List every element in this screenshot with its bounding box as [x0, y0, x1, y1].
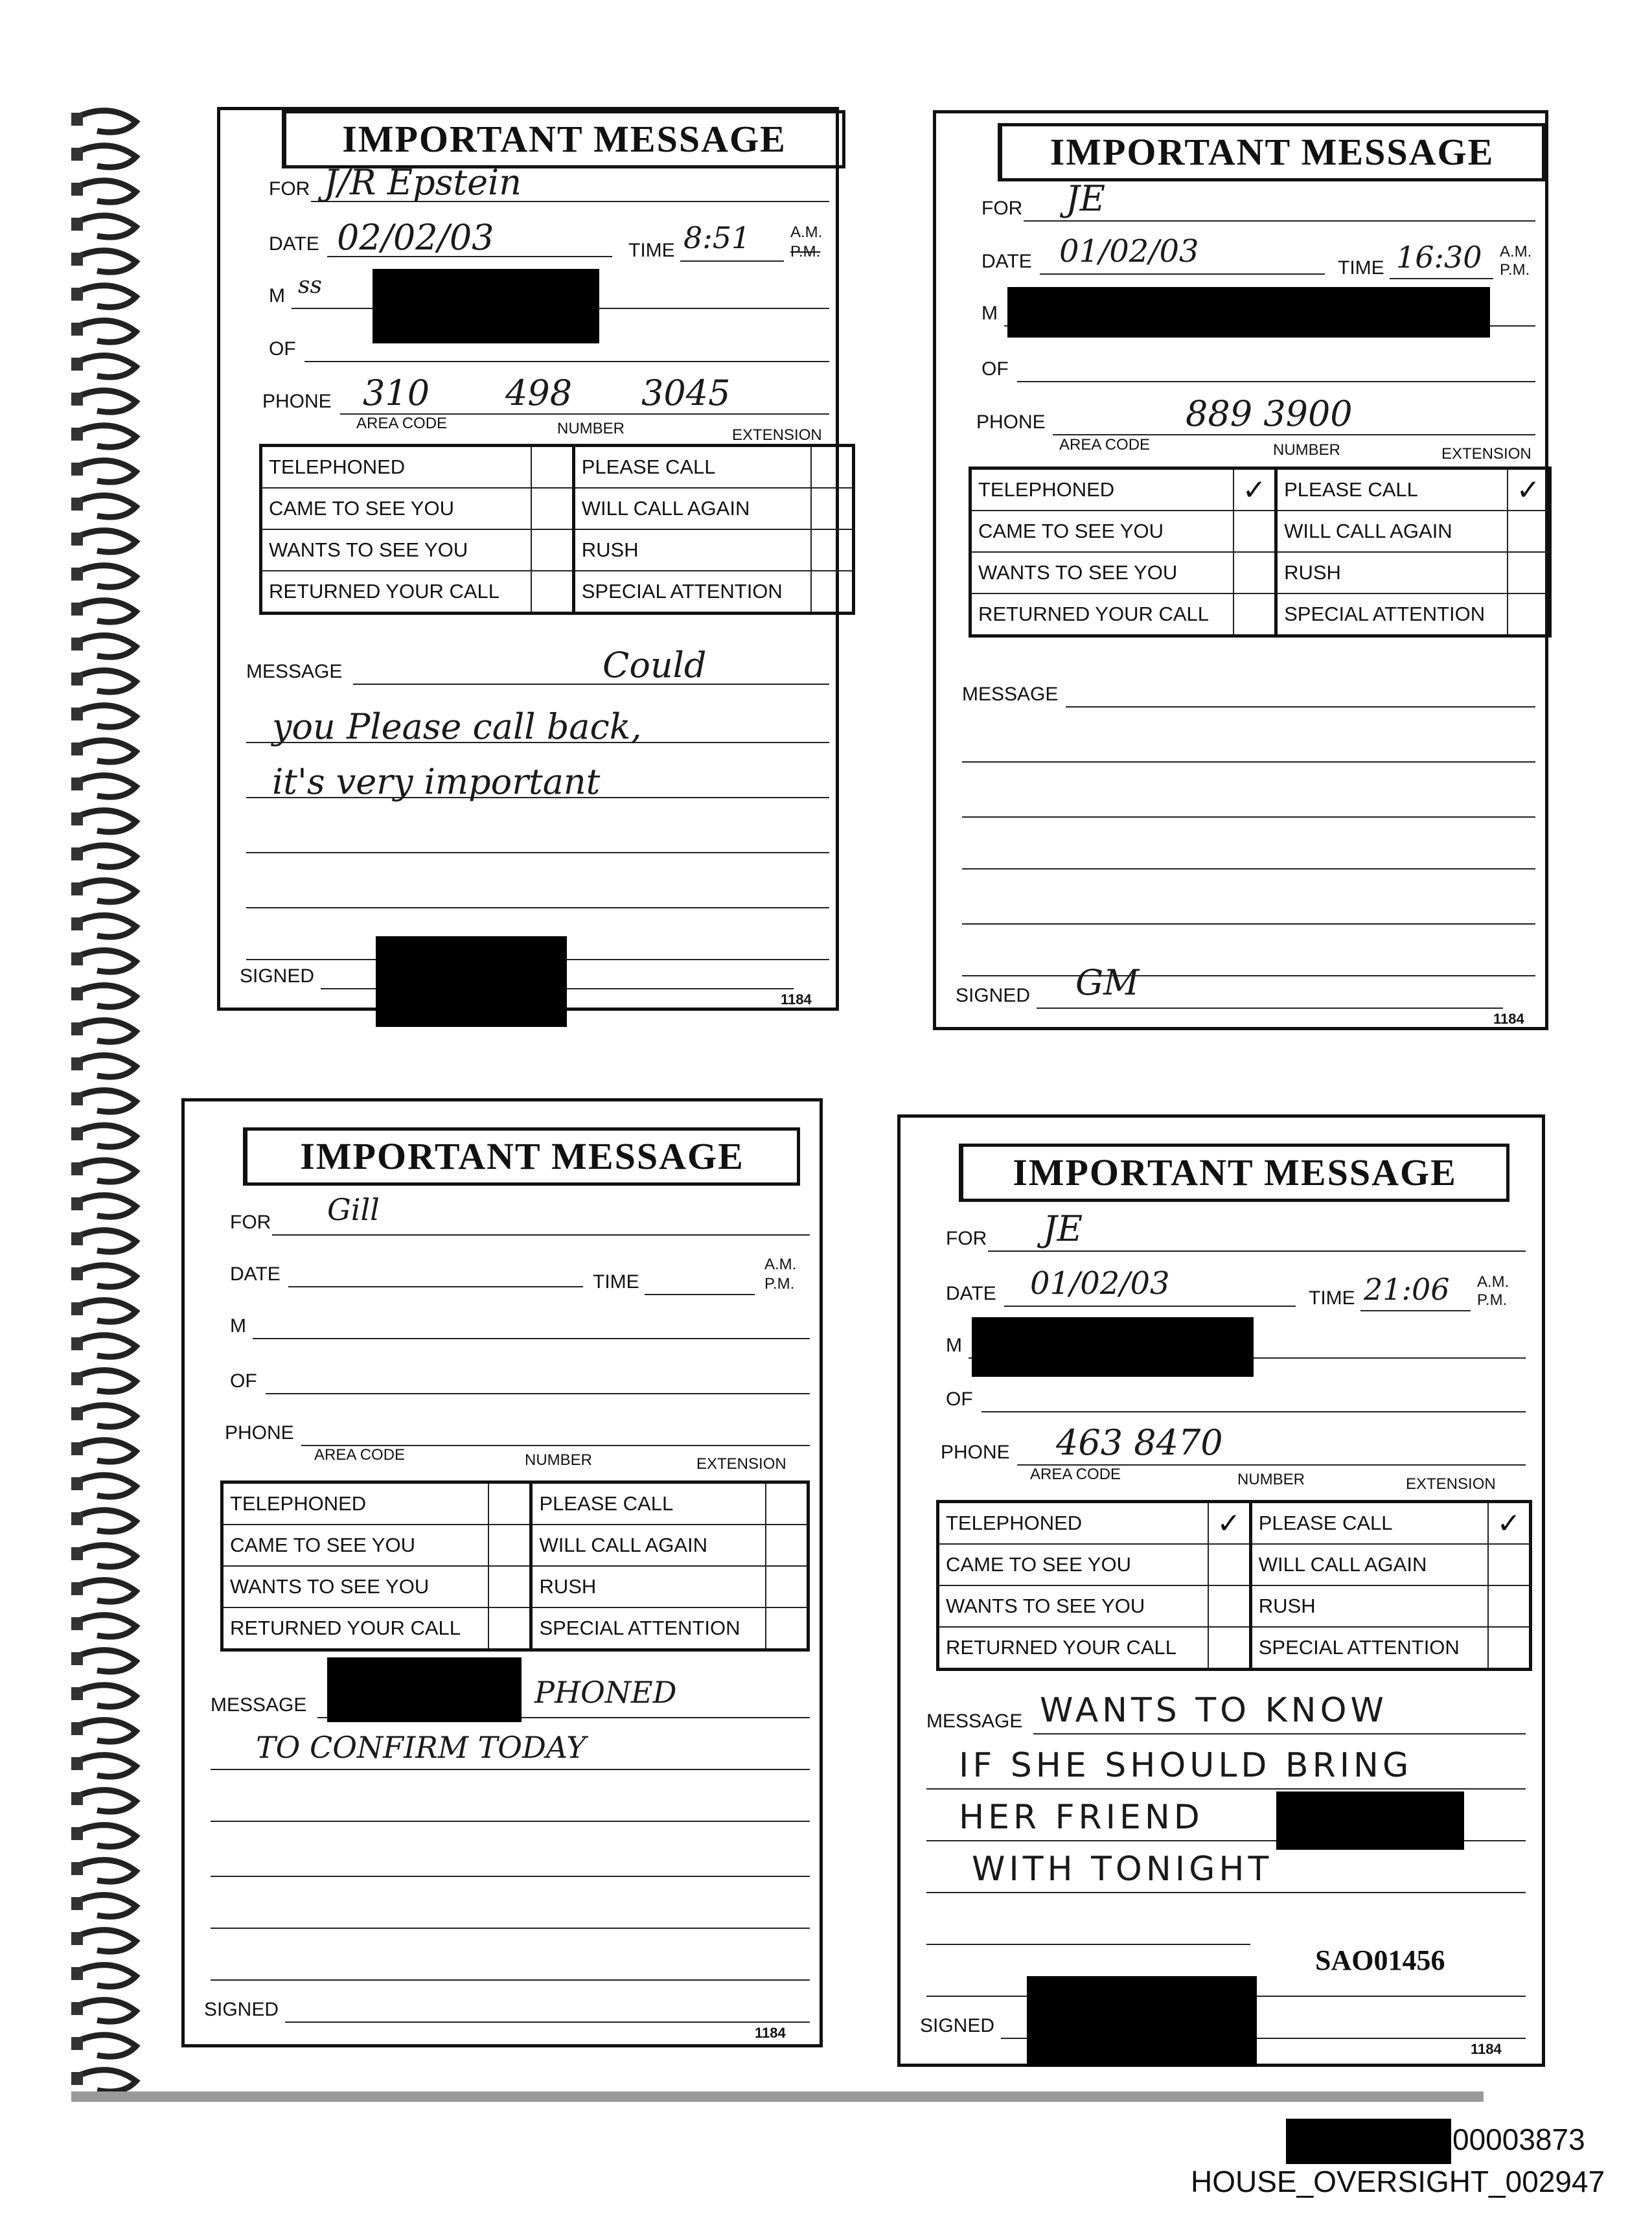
spiral-coil: [78, 2000, 136, 2021]
number-label: NUMBER: [525, 1451, 593, 1469]
spiral-hole: [71, 1197, 83, 1210]
please-call-label: PLEASE CALL: [1250, 1502, 1488, 1545]
redaction: [1007, 287, 1490, 338]
spiral-hole: [71, 1582, 83, 1595]
bates-number: 00003873: [1452, 2123, 1585, 2156]
rush-label: RUSH: [531, 1566, 766, 1607]
spiral-hole: [71, 1827, 83, 1840]
spiral-hole: [71, 638, 83, 651]
am-label: A.M.: [764, 1256, 797, 1273]
extension-label: EXTENSION: [1441, 445, 1532, 463]
phone-label: PHONE: [976, 411, 1046, 433]
time-label: TIME: [1309, 1287, 1355, 1309]
spiral-hole: [71, 218, 83, 231]
spiral-coil: [78, 1860, 136, 1882]
spiral-coil: [78, 985, 136, 1007]
message-label: MESSAGE: [211, 1694, 307, 1716]
spiral-hole: [71, 2072, 83, 2085]
area-code-label: AREA CODE: [314, 1446, 406, 1464]
spiral-coil: [78, 846, 136, 867]
message-slip-2: [933, 110, 1548, 1030]
spiral-coil: [78, 496, 136, 517]
spiral-coil: [78, 1335, 136, 1357]
will-call-again-label: WILL CALL AGAIN: [1276, 511, 1508, 552]
phone-number: 889 3900: [1186, 393, 1353, 434]
spiral-coil: [78, 950, 136, 972]
spiral-coil: [78, 811, 136, 832]
spiral-hole: [71, 1057, 83, 1070]
slip-title: IMPORTANT MESSAGE: [959, 1144, 1509, 1202]
spiral-coil: [78, 671, 136, 692]
spiral-coil: [78, 1090, 136, 1112]
rush-checkbox[interactable]: [1508, 552, 1550, 593]
house-oversight-id: HOUSE_OVERSIGHT_002947: [1191, 2165, 1605, 2198]
spiral-coil: [78, 1510, 136, 1532]
rush-checkbox[interactable]: [1488, 1585, 1531, 1627]
of-label: OF: [981, 358, 1009, 380]
please-call-label: PLEASE CALL: [573, 446, 811, 489]
came-to-see-checkbox[interactable]: [1208, 1544, 1251, 1585]
area-code-label: AREA CODE: [1030, 1466, 1121, 1483]
spiral-coil: [78, 566, 136, 587]
spiral-coil: [78, 321, 136, 342]
phone-ext: 3045: [641, 373, 731, 413]
will-call-again-checkbox[interactable]: [811, 488, 854, 529]
area-code-label: AREA CODE: [1059, 436, 1151, 454]
date-label: DATE: [981, 251, 1032, 272]
spiral-coil: [78, 1160, 136, 1182]
spiral-hole: [71, 1477, 83, 1490]
spiral-hole: [71, 882, 83, 895]
rush-checkbox[interactable]: [766, 1566, 809, 1607]
telephoned-checkbox[interactable]: ✓: [1233, 468, 1276, 511]
spiral-coil: [78, 1580, 136, 1602]
am-label: A.M.: [790, 224, 823, 241]
message-line-3: it's very important: [272, 761, 601, 802]
phone-label: PHONE: [941, 1442, 1010, 1463]
special-attention-label: SPECIAL ATTENTION: [573, 571, 811, 614]
came-to-see-label: CAME TO SEE YOU: [261, 488, 531, 529]
redaction: [327, 1657, 522, 1722]
message-label: MESSAGE: [246, 661, 343, 682]
spiral-hole: [71, 1162, 83, 1175]
spiral-hole: [71, 987, 83, 1000]
spiral-hole: [71, 1862, 83, 1875]
spiral-hole: [71, 1512, 83, 1525]
spiral-coil: [78, 1545, 136, 1567]
spiral-coil: [78, 1370, 136, 1392]
spiral-coil: [78, 1755, 136, 1777]
for-label: FOR: [230, 1212, 271, 1233]
checkbox-grid: [220, 1480, 810, 1652]
spiral-hole: [71, 1722, 83, 1735]
spiral-hole: [71, 1302, 83, 1315]
redaction: [1027, 1976, 1257, 2067]
time-label: TIME: [1338, 257, 1384, 279]
spiral-hole: [71, 777, 83, 790]
please-call-checkbox[interactable]: ✓: [1488, 1502, 1531, 1545]
wants-to-see-checkbox[interactable]: [488, 1566, 531, 1607]
special-attention-checkbox[interactable]: [1508, 593, 1550, 636]
will-call-again-checkbox[interactable]: [1488, 1544, 1531, 1585]
message-label: MESSAGE: [926, 1710, 1023, 1732]
please-call-checkbox[interactable]: [811, 446, 854, 489]
spiral-coil: [78, 426, 136, 447]
wants-to-see-checkbox[interactable]: [1233, 552, 1276, 593]
redaction: [972, 1317, 1254, 1377]
spiral-hole: [71, 1687, 83, 1700]
phone-number: 498: [505, 373, 573, 413]
signed-value: GM: [1075, 962, 1140, 1003]
please-call-checkbox[interactable]: ✓: [1508, 468, 1550, 511]
extension-label: EXTENSION: [1406, 1475, 1496, 1493]
spiral-coil: [78, 1895, 136, 1917]
m-label: M: [230, 1315, 246, 1337]
spiral-hole: [71, 533, 83, 546]
binder-edge: [71, 2091, 1484, 2102]
for-label: FOR: [269, 178, 310, 200]
spiral-hole: [71, 673, 83, 685]
spiral-coil: [78, 111, 136, 132]
slip-title: IMPORTANT MESSAGE: [243, 1127, 800, 1186]
spiral-hole: [71, 1757, 83, 1770]
rush-label: RUSH: [573, 529, 811, 571]
spiral-hole: [71, 148, 83, 161]
telephoned-label: TELEPHONED: [938, 1502, 1208, 1545]
time-label: TIME: [593, 1271, 639, 1293]
redaction: [376, 936, 567, 1027]
came-to-see-checkbox[interactable]: [1233, 511, 1276, 552]
special-attention-label: SPECIAL ATTENTION: [531, 1607, 766, 1650]
date-value: 02/02/03: [337, 217, 494, 258]
slip-title: IMPORTANT MESSAGE: [998, 123, 1545, 181]
spiral-coil: [78, 286, 136, 307]
date-label: DATE: [946, 1283, 996, 1304]
spiral-coil: [78, 2035, 136, 2056]
spiral-hole: [71, 463, 83, 476]
will-call-again-label: WILL CALL AGAIN: [1250, 1544, 1488, 1585]
spiral-hole: [71, 1652, 83, 1665]
spiral-coil: [78, 1020, 136, 1042]
spiral-coil: [78, 461, 136, 482]
spiral-coil: [78, 1720, 136, 1742]
spiral-coil: [78, 741, 136, 762]
spiral-coil: [78, 216, 136, 237]
message-line-1: WANTS TO KNOW: [1040, 1691, 1388, 1730]
of-label: OF: [269, 338, 296, 360]
message-line-1: PHONED: [534, 1675, 677, 1710]
returned-call-checkbox[interactable]: [531, 571, 574, 614]
message-line-1: Could: [602, 645, 707, 685]
time-value: 16:30: [1396, 240, 1482, 275]
form-number: 1184: [1493, 1011, 1524, 1027]
returned-call-label: RETURNED YOUR CALL: [970, 593, 1234, 636]
spiral-hole: [71, 1232, 83, 1245]
spiral-hole: [71, 323, 83, 336]
please-call-checkbox[interactable]: [766, 1482, 809, 1525]
telephoned-checkbox[interactable]: [531, 446, 574, 489]
m-label: M: [269, 285, 285, 306]
spiral-coil: [78, 776, 136, 797]
message-line-4: WITH TONIGHT: [972, 1850, 1273, 1889]
m-label: M: [981, 303, 998, 324]
spiral-coil: [78, 1265, 136, 1287]
spiral-hole: [71, 812, 83, 825]
returned-call-checkbox[interactable]: [1233, 593, 1276, 636]
spiral-hole: [71, 1337, 83, 1350]
spiral-hole: [71, 1022, 83, 1035]
message-line-2: you Please call back,: [272, 706, 642, 747]
redaction: [1276, 1791, 1464, 1850]
phone-label: PHONE: [225, 1422, 294, 1444]
telephoned-label: TELEPHONED: [222, 1482, 489, 1525]
time-value: 8:51: [683, 220, 751, 255]
m-label: M: [946, 1335, 962, 1356]
spiral-coil: [78, 1965, 136, 1987]
number-label: NUMBER: [557, 420, 625, 437]
spiral-coil: [78, 1650, 136, 1672]
spiral-coil: [78, 1615, 136, 1637]
returned-call-checkbox[interactable]: [488, 1607, 531, 1650]
spiral-hole: [71, 1407, 83, 1420]
wants-to-see-checkbox[interactable]: [1208, 1585, 1251, 1627]
for-label: FOR: [981, 198, 1023, 219]
pm-label: P.M.: [764, 1275, 795, 1293]
returned-call-checkbox[interactable]: [1208, 1627, 1251, 1670]
spiral-hole: [71, 1792, 83, 1805]
spiral-hole: [71, 1372, 83, 1385]
phone-area: 310: [363, 373, 430, 413]
spiral-coil: [78, 531, 136, 552]
spiral-hole: [71, 1092, 83, 1105]
please-call-label: PLEASE CALL: [1276, 468, 1508, 511]
spiral-coil: [78, 1440, 136, 1462]
spiral-hole: [71, 428, 83, 441]
spiral-hole: [71, 393, 83, 406]
pm-label: P.M.: [790, 243, 821, 260]
spiral-hole: [71, 952, 83, 965]
special-attention-checkbox[interactable]: [811, 571, 854, 614]
spiral-coil: [78, 1790, 136, 1812]
pm-label: P.M.: [1477, 1291, 1508, 1309]
phone-number: 463 8470: [1056, 1422, 1223, 1463]
wants-to-see-label: WANTS TO SEE YOU: [938, 1585, 1208, 1627]
special-attention-label: SPECIAL ATTENTION: [1250, 1627, 1488, 1670]
spiral-coil: [78, 181, 136, 202]
spiral-coil: [78, 1195, 136, 1217]
wants-to-see-label: WANTS TO SEE YOU: [970, 552, 1234, 593]
message-line-2: IF SHE SHOULD BRING: [959, 1746, 1413, 1785]
will-call-again-checkbox[interactable]: [1508, 511, 1550, 552]
time-label: TIME: [628, 240, 675, 261]
spiral-hole: [71, 708, 83, 720]
message-label: MESSAGE: [962, 684, 1059, 705]
returned-call-label: RETURNED YOUR CALL: [261, 571, 531, 614]
for-label: FOR: [946, 1228, 987, 1249]
for-value: Gill: [327, 1192, 380, 1227]
will-call-again-label: WILL CALL AGAIN: [573, 488, 811, 529]
pm-label: P.M.: [1500, 261, 1530, 279]
checkbox-grid: [969, 466, 1552, 638]
message-slip-1: [217, 107, 839, 1011]
spiral-coil: [78, 1125, 136, 1147]
signed-label: SIGNED: [956, 985, 1031, 1006]
form-number: 1184: [781, 991, 812, 1008]
signed-label: SIGNED: [920, 2015, 995, 2036]
checkbox-grid: [936, 1500, 1532, 1671]
slip-title: IMPORTANT MESSAGE: [282, 110, 845, 168]
spiral-hole: [71, 743, 83, 755]
returned-call-label: RETURNED YOUR CALL: [938, 1627, 1208, 1670]
came-to-see-label: CAME TO SEE YOU: [222, 1525, 489, 1566]
for-value: JE: [1043, 1208, 1083, 1249]
spiral-hole: [71, 917, 83, 930]
came-to-see-checkbox[interactable]: [531, 488, 574, 529]
rush-checkbox[interactable]: [811, 529, 854, 571]
wants-to-see-label: WANTS TO SEE YOU: [261, 529, 531, 571]
am-label: A.M.: [1500, 243, 1532, 260]
telephoned-label: TELEPHONED: [261, 446, 531, 489]
phone-label: PHONE: [262, 391, 332, 412]
for-value: J/R Epstein: [324, 162, 522, 203]
signed-label: SIGNED: [240, 965, 315, 987]
rush-label: RUSH: [1250, 1585, 1488, 1627]
am-label: A.M.: [1477, 1273, 1509, 1291]
redaction: [373, 269, 599, 343]
spiral-coil: [78, 1405, 136, 1427]
redaction: [1286, 2119, 1451, 2164]
area-code-label: AREA CODE: [356, 415, 448, 432]
telephoned-label: TELEPHONED: [970, 468, 1234, 511]
will-call-again-checkbox[interactable]: [766, 1525, 809, 1566]
date-value: 01/02/03: [1059, 233, 1199, 270]
spiral-hole: [71, 2037, 83, 2050]
spiral-coil: [78, 601, 136, 622]
for-value: JE: [1066, 178, 1106, 219]
spiral-hole: [71, 1967, 83, 1980]
spiral-coil: [78, 1230, 136, 1252]
returned-call-label: RETURNED YOUR CALL: [222, 1607, 489, 1650]
message-line-3: HER FRIEND: [959, 1798, 1204, 1837]
spiral-coil: [78, 706, 136, 727]
spiral-coil: [78, 356, 136, 377]
spiral-coil: [78, 2070, 136, 2091]
spiral-hole: [71, 568, 83, 581]
number-label: NUMBER: [1273, 441, 1341, 459]
signed-label: SIGNED: [204, 1999, 279, 2020]
spiral-coil: [78, 916, 136, 937]
number-label: NUMBER: [1237, 1471, 1305, 1488]
spiral-coil: [78, 1300, 136, 1322]
date-value: 01/02/03: [1030, 1265, 1170, 1302]
spiral-hole: [71, 498, 83, 511]
spiral-coil: [78, 1685, 136, 1707]
of-label: OF: [230, 1370, 257, 1392]
spiral-coil: [78, 1825, 136, 1847]
form-number: 1184: [1471, 2041, 1502, 2057]
spiral-hole: [71, 847, 83, 860]
spiral-hole: [71, 1932, 83, 1945]
of-label: OF: [946, 1388, 973, 1410]
spiral-coil: [78, 636, 136, 657]
spiral-hole: [71, 603, 83, 616]
spiral-hole: [71, 113, 83, 126]
spiral-coil: [78, 1055, 136, 1077]
sao-stamp: SAO01456: [1315, 1944, 1445, 1976]
extension-label: EXTENSION: [732, 426, 822, 444]
special-attention-label: SPECIAL ATTENTION: [1276, 593, 1508, 636]
extension-label: EXTENSION: [696, 1455, 786, 1473]
please-call-label: PLEASE CALL: [531, 1482, 766, 1525]
spiral-coil: [78, 391, 136, 412]
spiral-coil: [78, 881, 136, 902]
spiral-hole: [71, 1442, 83, 1455]
form-number: 1184: [755, 2025, 786, 2041]
spiral-hole: [71, 1617, 83, 1630]
spiral-hole: [71, 183, 83, 196]
wants-to-see-label: WANTS TO SEE YOU: [222, 1566, 489, 1607]
spiral-binding: [71, 104, 149, 2112]
time-value: 21:06: [1364, 1272, 1450, 1307]
date-label: DATE: [269, 233, 319, 255]
came-to-see-checkbox[interactable]: [488, 1525, 531, 1566]
wants-to-see-checkbox[interactable]: [531, 529, 574, 571]
date-label: DATE: [230, 1263, 281, 1285]
message-line-2: TO CONFIRM TODAY: [256, 1730, 586, 1765]
spiral-coil: [78, 1930, 136, 1952]
spiral-hole: [71, 1547, 83, 1560]
spiral-coil: [78, 251, 136, 272]
telephoned-checkbox[interactable]: ✓: [1208, 1502, 1251, 1545]
checkbox-grid: [259, 444, 855, 615]
special-attention-checkbox[interactable]: [1488, 1627, 1531, 1670]
telephoned-checkbox[interactable]: [488, 1482, 531, 1525]
spiral-hole: [71, 1127, 83, 1140]
spiral-hole: [71, 288, 83, 301]
m-prefix: ss: [298, 272, 322, 299]
came-to-see-label: CAME TO SEE YOU: [938, 1544, 1208, 1585]
spiral-hole: [71, 1267, 83, 1280]
spiral-hole: [71, 358, 83, 371]
spiral-hole: [71, 1897, 83, 1910]
rush-label: RUSH: [1276, 552, 1508, 593]
spiral-hole: [71, 253, 83, 266]
spiral-hole: [71, 2002, 83, 2015]
spiral-coil: [78, 146, 136, 167]
special-attention-checkbox[interactable]: [766, 1607, 809, 1650]
message-slip-4: [897, 1114, 1545, 2067]
will-call-again-label: WILL CALL AGAIN: [531, 1525, 766, 1566]
spiral-coil: [78, 1475, 136, 1497]
message-slip-3: [181, 1098, 823, 2047]
came-to-see-label: CAME TO SEE YOU: [970, 511, 1234, 552]
